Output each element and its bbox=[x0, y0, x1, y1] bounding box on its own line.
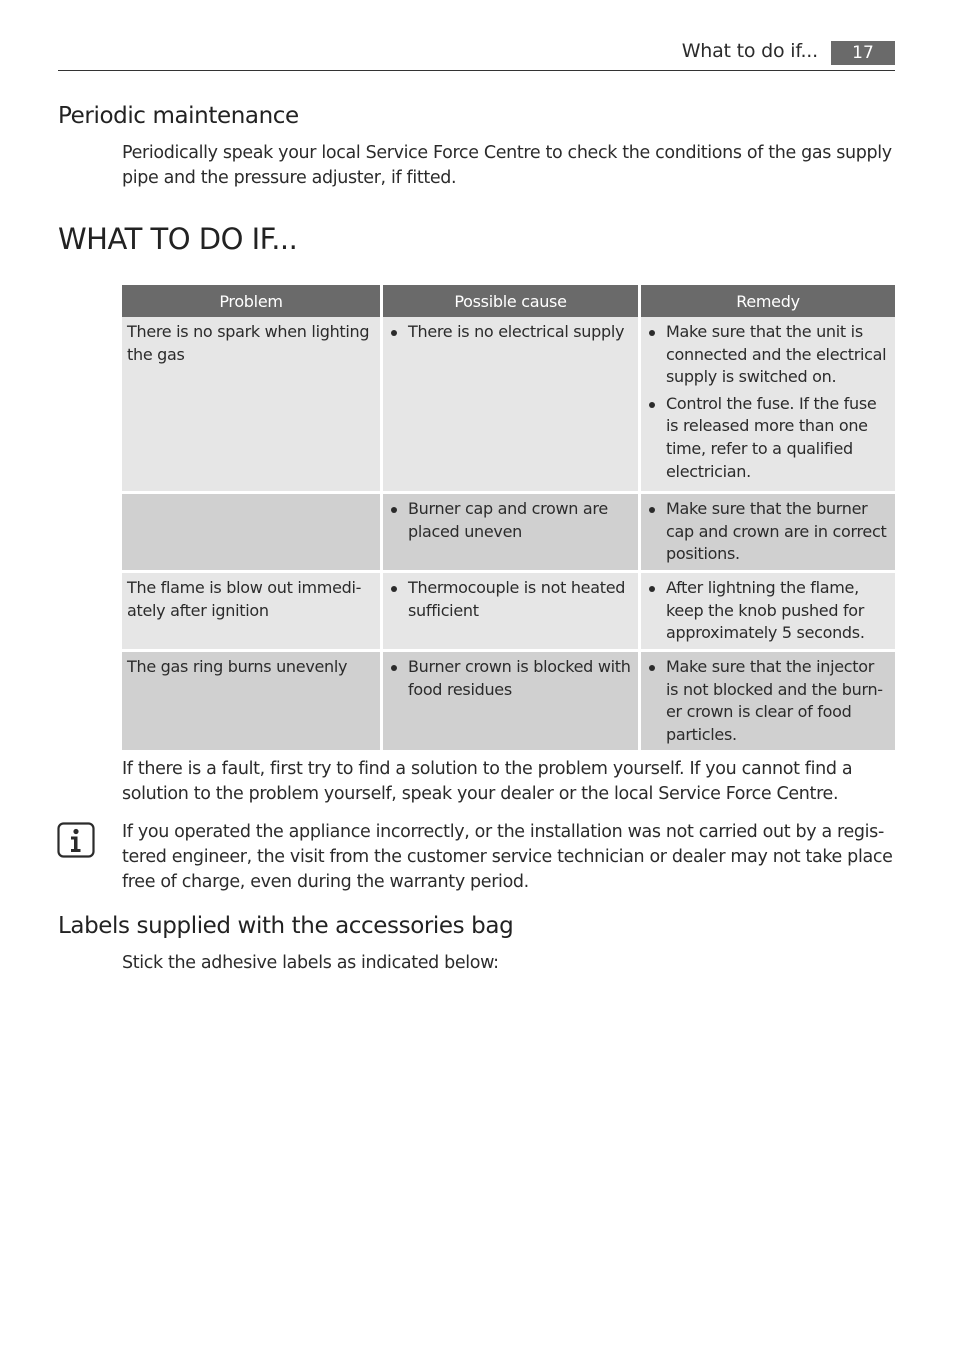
troubleshooting-table bbox=[122, 285, 895, 750]
remedy-item: Make sure that the unit is connected and the electrical supply is switched on. bbox=[646, 321, 889, 389]
cause-cell bbox=[380, 570, 638, 649]
info-icon bbox=[57, 822, 95, 858]
page-title: WHAT TO DO IF... bbox=[58, 222, 298, 256]
cause-item: Burner crown is blocked with food residues bbox=[388, 656, 632, 701]
table-row bbox=[122, 649, 895, 750]
periodic-maintenance-text: Periodically speak your local Service Force Centre to check the conditions of the gas supply pipe and the pressure adjuster, if fitted. bbox=[122, 143, 892, 188]
problem-cell bbox=[122, 491, 380, 570]
fault-advice-text: If there is a fault, first try to find a solution to the problem yourself. If you cannot find a solution to the problem yourself, speak your dealer or the local Service Force Centre. bbox=[122, 759, 853, 804]
cause-cell bbox=[380, 317, 638, 491]
table-row bbox=[122, 317, 895, 491]
remedy-item: Make sure that the injector is not blocked and the burn-er crown is clear of food particles. bbox=[646, 656, 889, 746]
labels-text: Stick the adhesive labels as indicated below: bbox=[122, 953, 499, 973]
remedy-cell bbox=[638, 491, 895, 570]
table-row bbox=[122, 491, 895, 570]
page-number: 17 bbox=[831, 41, 895, 65]
remedy-item: After lightning the flame, keep the knob pushed for approximately 5 seconds. bbox=[646, 577, 889, 645]
column-header-problem: Problem bbox=[122, 285, 380, 317]
running-header: What to do if... bbox=[681, 40, 818, 62]
column-header-remedy: Remedy bbox=[638, 285, 895, 317]
cause-item: Burner cap and crown are placed uneven bbox=[388, 498, 632, 543]
remedy-item: Control the fuse. If the fuse is released more than one time, refer to a qualified electrician. bbox=[646, 393, 889, 483]
column-header-cause: Possible cause bbox=[380, 285, 638, 317]
cause-item: Thermocouple is not heated sufficient bbox=[388, 577, 632, 622]
cause-item: There is no electrical supply bbox=[388, 321, 632, 344]
remedy-item: Make sure that the burner cap and crown are in correct positions. bbox=[646, 498, 889, 566]
table-row bbox=[122, 570, 895, 649]
cause-cell bbox=[380, 649, 638, 750]
labels-heading: Labels supplied with the accessories bag bbox=[58, 913, 514, 939]
problem-cell: The gas ring burns unevenly bbox=[122, 649, 380, 750]
remedy-cell bbox=[638, 570, 895, 649]
problem-cell: The flame is blow out immedi-ately after ignition bbox=[122, 570, 380, 649]
table-header-row bbox=[122, 285, 895, 317]
remedy-cell bbox=[638, 649, 895, 750]
header-divider bbox=[58, 70, 895, 71]
remedy-cell bbox=[638, 317, 895, 491]
info-note-text: If you operated the appliance incorrectly, or the installation was not carried out by a regis-tered engineer, the visit from the customer service technician or dealer may not take place free of charge, even during the warranty period. bbox=[122, 822, 893, 892]
cause-cell bbox=[380, 491, 638, 570]
problem-cell: There is no spark when lighting the gas bbox=[122, 317, 380, 491]
periodic-maintenance-heading: Periodic maintenance bbox=[58, 103, 299, 129]
